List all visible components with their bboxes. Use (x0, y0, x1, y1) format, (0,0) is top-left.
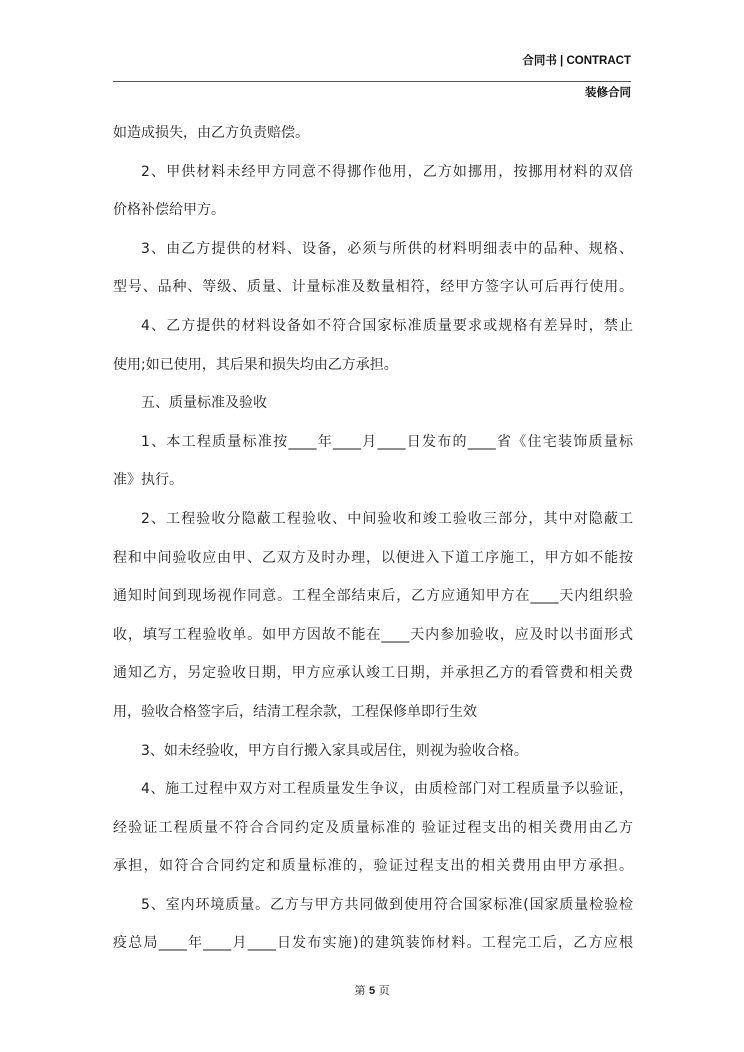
text-line: 疫总局____年____月____日发布实施)的建筑装饰材料。工程完工后，乙方应根 (113, 935, 633, 952)
text-line: 4、乙方提供的材料设备如不符合国家标准质量要求或规格有差异时，禁止 (141, 317, 633, 334)
text-line: 程和中间验收应由甲、乙双方及时办理，以便进入下道工序施工，甲方如不能按 (113, 549, 633, 566)
header-subtitle: 装修合同 (585, 85, 631, 99)
text-line: 通知乙方，另定验收日期，甲方应承认竣工日期，并承担乙方的看管费和相关费 (113, 665, 633, 682)
text-line: 用，验收合格签字后，结清工程余款，工程保修单即行生效 (113, 703, 477, 720)
text-line: 5、室内环境质量。乙方与甲方共同做到使用符合国家标准(国家质量检验检 (141, 896, 633, 913)
text-line: 五、质量标准及验收 (141, 395, 267, 412)
header-divider (113, 81, 631, 82)
page-number-prefix: 第 (354, 984, 366, 997)
text-line: 承担，如符合合同约定和质量标准的，验证过程支出的相关费用由甲方承担。 (113, 858, 633, 875)
text-line: 3、如未经验收，甲方自行搬入家具或居住，则视为验收合格。 (141, 742, 528, 759)
text-line: 收，填写工程验收单。如甲方因故不能在____天内参加验收，应及时以书面形式 (113, 626, 633, 643)
page-number (0, 982, 744, 998)
text-line: 3、由乙方提供的材料、设备，必须与所供的材料明细表中的品种、规格、 (141, 240, 633, 257)
page-number-suffix: 页 (378, 984, 390, 997)
text-line: 2、甲供材料未经甲方同意不得挪作他用，乙方如挪用，按挪用材料的双倍 (141, 163, 633, 180)
page-number-value: 5 (368, 985, 376, 997)
text-line: 型号、品种、等级、质量、计量标准及数量相符，经甲方签字认可后再行使用。 (113, 279, 633, 296)
document-body (113, 114, 633, 963)
text-line: 使用;如已使用，其后果和损失均由乙方承担。 (113, 356, 398, 373)
text-line: 2、工程验收分隐蔽工程验收、中间验收和竣工验收三部分，其中对隐蔽工 (141, 510, 633, 527)
header-title: 合同书 | CONTRACT (522, 55, 631, 67)
text-line: 通知时间到现场视作同意。工程全部结束后，乙方应通知甲方在____天内组织验 (113, 588, 633, 605)
text-line: 1、本工程质量标准按____年____月____日发布的____省《住宅装饰质量标 (141, 433, 633, 450)
text-line: 经验证工程质量不符合合同约定及质量标准的 验证过程支出的相关费用由乙方 (113, 819, 633, 836)
text-line: 如造成损失，由乙方负责赔偿。 (113, 125, 309, 141)
text-line: 4、施工过程中双方对工程质量发生争议，由质检部门对工程质量予以验证， (141, 781, 633, 798)
text-line: 价格补偿给甲方。 (113, 202, 225, 219)
text-line: 准》执行。 (113, 472, 183, 489)
